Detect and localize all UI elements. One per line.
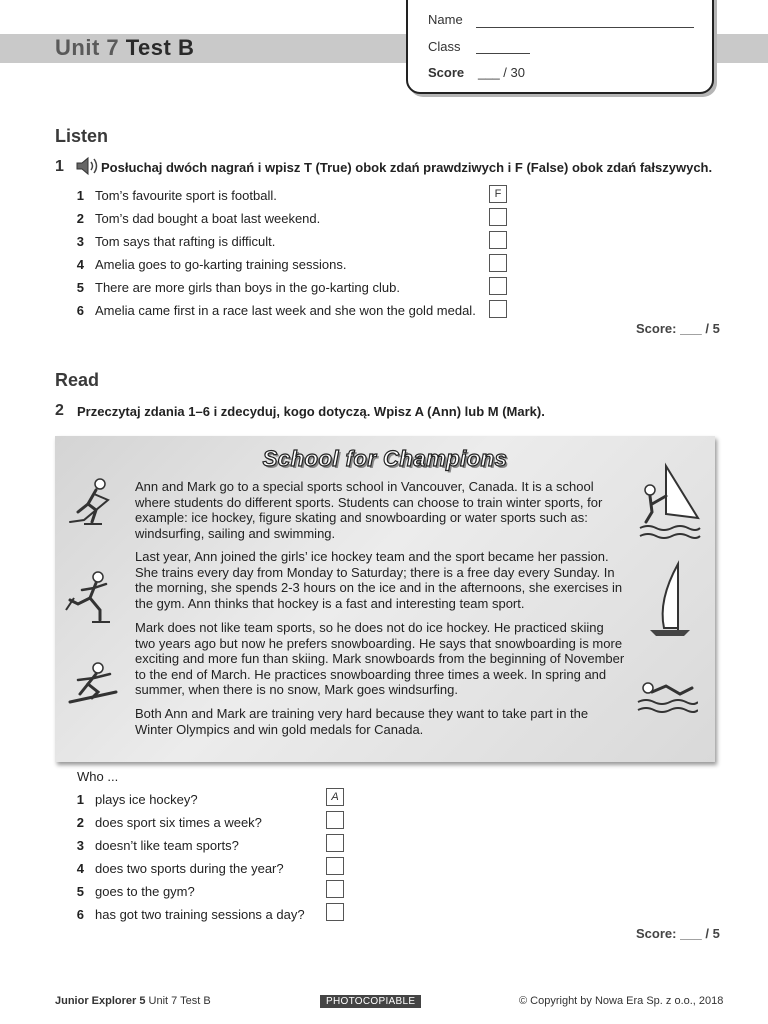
read-item-text: does two sports during the year? — [95, 861, 284, 876]
paragraph-3: Mark does not like team sports, so he does not do ice hockey. He practiced skiing two years ago but now he prefers snowboarding. He says that snowboarding is more exciting and more fun than skiing. Mark snowboards from the beginning of November to the end of March. He practices snowboarding three times a week. In spring and summer, when there is no snow, Mark goes windsurfing. — [135, 620, 625, 697]
exercise-1-number: 1 — [55, 158, 64, 175]
exercise-2-number: 2 — [55, 402, 64, 419]
paragraph-2: Last year, Ann joined the girls’ ice hockey team and the sport became her passion. She trains every day from Monday to Saturday; there is a free day every Sunday. In the morning, she spends 2-3 hours on the ice and in the afternoons, she exercises in the gym. Ann thinks that hockey is a fast and interesting team sport. — [135, 549, 623, 611]
class-field[interactable] — [476, 52, 530, 54]
read-item-number: 4 — [76, 861, 84, 876]
swimming-icon — [636, 676, 698, 721]
read-item-text: plays ice hockey? — [95, 792, 198, 807]
test-label: Test B — [125, 35, 195, 60]
read-score: Score: ___ / 5 — [636, 926, 720, 941]
unit-label: Unit 7 — [55, 35, 120, 60]
listen-answer-box[interactable] — [489, 254, 507, 272]
skating-icon — [64, 570, 116, 631]
read-item-number: 3 — [76, 838, 84, 853]
listen-item-number: 2 — [76, 211, 84, 226]
score-label: Score — [428, 65, 465, 80]
listen-item-number: 3 — [76, 234, 84, 249]
listen-score: Score: ___ / 5 — [636, 321, 720, 336]
read-item-text: does sport six times a week? — [95, 815, 262, 830]
copyright: © Copyright by Nowa Era Sp. z o.o., 2018 — [519, 995, 724, 1007]
read-heading: Read — [55, 370, 100, 390]
read-item-number: 1 — [76, 792, 84, 807]
listen-item-text: Amelia came first in a race last week and she won the gold medal. — [95, 303, 476, 318]
listen-item-text: Tom says that rafting is difficult. — [95, 234, 276, 249]
speaker-icon — [74, 155, 100, 182]
read-answer-box[interactable] — [326, 880, 344, 898]
listen-item-number: 4 — [76, 257, 84, 272]
listen-answer-box[interactable]: F — [489, 185, 507, 203]
name-field[interactable] — [476, 26, 694, 28]
hockey-icon — [66, 476, 122, 533]
name-label: Name — [428, 12, 463, 27]
exercise-1-instruction: Posłuchaj dwóch nagrań i wpisz T (True) obok zdań prawdziwych i F (False) obok zdań fałszywych. — [101, 160, 713, 175]
windsurf-icon — [636, 462, 702, 551]
read-answer-box[interactable] — [326, 811, 344, 829]
listen-item-number: 5 — [76, 280, 84, 295]
student-info-box — [406, 0, 714, 94]
read-answer-box[interactable] — [326, 834, 344, 852]
listen-item-text: There are more girls than boys in the go-karting club. — [95, 280, 400, 295]
listen-item-text: Tom’s dad bought a boat last weekend. — [95, 211, 321, 226]
footer-unit-test: Unit 7 Test B — [148, 995, 211, 1007]
read-answer-box[interactable] — [326, 857, 344, 875]
reading-title: School for Champions — [262, 446, 508, 471]
listen-answer-box[interactable] — [489, 277, 507, 295]
listen-answer-box[interactable] — [489, 231, 507, 249]
paragraph-1: Ann and Mark go to a special sports school in Vancouver, Canada. It is a school where students do different sports. Students can choose to train winter sports, for example: ice hockey, figure skating and snowboarding or water sports such as: windsurfing, sailing and swimming. — [135, 479, 603, 541]
listen-item-text: Tom’s favourite sport is football. — [95, 188, 277, 203]
read-item-text: goes to the gym? — [95, 884, 195, 899]
who-prompt: Who ... — [77, 769, 119, 784]
read-answer-box[interactable] — [326, 903, 344, 921]
page-title — [55, 35, 194, 61]
class-label: Class — [428, 39, 461, 54]
book-title: Junior Explorer 5 — [55, 995, 146, 1007]
listen-item-number: 1 — [76, 188, 84, 203]
listen-answer-box[interactable] — [489, 208, 507, 226]
read-item-text: doesn’t like team sports? — [95, 838, 239, 853]
listen-heading: Listen — [55, 126, 109, 146]
listen-answer-box[interactable] — [489, 300, 507, 318]
listen-item-number: 6 — [76, 303, 84, 318]
photocopiable-badge: PHOTOCOPIABLE — [320, 995, 421, 1008]
listen-item-text: Amelia goes to go-karting training sessions. — [95, 257, 347, 272]
read-item-number: 5 — [76, 884, 84, 899]
paragraph-4: Both Ann and Mark are training very hard because they want to take part in the Winter Olympics and win gold medals for Canada. — [135, 706, 589, 737]
read-answer-box[interactable]: A — [326, 788, 344, 806]
snowboard-icon — [66, 662, 122, 713]
read-item-number: 2 — [76, 815, 84, 830]
read-item-text: has got two training sessions a day? — [95, 907, 305, 922]
exercise-2-instruction: Przeczytaj zdania 1–6 i zdecyduj, kogo dotyczą. Wpisz A (Ann) lub M (Mark). — [77, 404, 545, 419]
total-score: ___ / 30 — [478, 65, 525, 80]
footer-book — [55, 995, 211, 1007]
read-item-number: 6 — [76, 907, 84, 922]
sailing-icon — [644, 560, 694, 647]
